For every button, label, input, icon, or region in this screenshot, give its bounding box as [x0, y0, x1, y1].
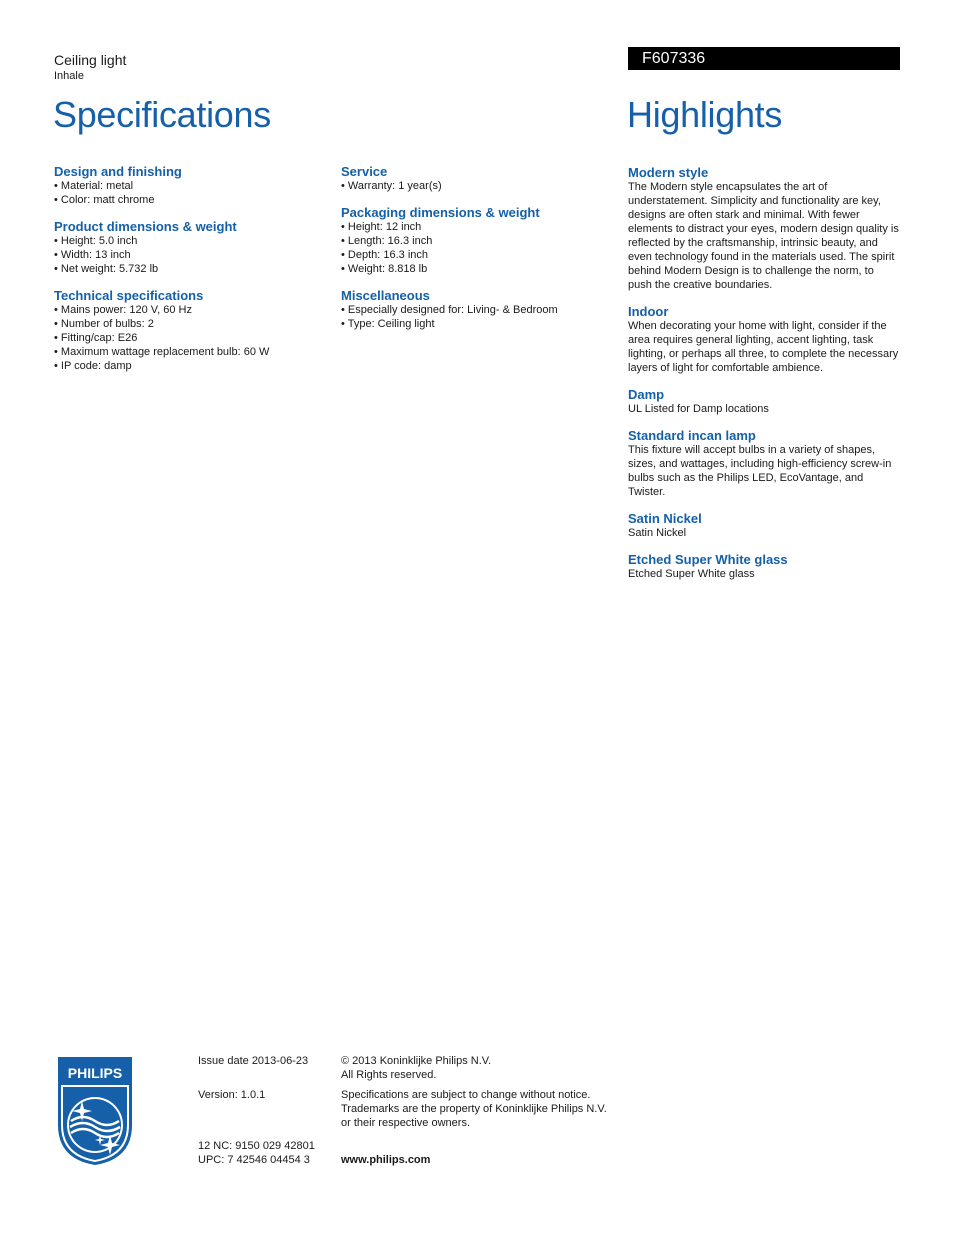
spec-item: • Color: matt chrome [54, 193, 324, 207]
version: Version: 1.0.1 [198, 1089, 266, 1101]
spec-column-1 [54, 164, 324, 385]
spec-item: • Height: 12 inch [341, 220, 611, 234]
spec-item: • Length: 16.3 inch [341, 234, 611, 248]
highlight-section [628, 511, 903, 540]
highlight-title: Etched Super White glass [628, 552, 788, 567]
spec-section [54, 288, 324, 373]
spec-item: • Especially designed for: Living- & Bedroom [341, 303, 611, 317]
copyright-line: © 2013 Koninklijke Philips N.V. [341, 1055, 492, 1067]
spec-item: • Width: 13 inch [54, 248, 324, 262]
spec-item: • Fitting/cap: E26 [54, 331, 324, 345]
spec-column-2 [341, 164, 611, 343]
product-name: Ceiling light [54, 52, 127, 68]
highlight-text: The Modern style encapsulates the art of understatement. Simplicity and functionality are key, designs are often stark and minimal. With fewer elements to distract your eyes, modern design quality is reflected by the craftsmanship, intrinsic beauty, and even technology found in the materials used. The spirit behind Modern Design is to challenge the norm, to push the creative boundaries. [628, 181, 899, 291]
spec-section-title: Product dimensions & weight [54, 219, 237, 234]
rights-line: All Rights reserved. [341, 1069, 437, 1081]
spec-item: • Warranty: 1 year(s) [341, 179, 611, 193]
spec-item: • Net weight: 5.732 lb [54, 262, 324, 276]
highlight-title: Satin Nickel [628, 511, 702, 526]
issue-date: Issue date 2013-06-23 [198, 1055, 309, 1067]
spec-section-title: Technical specifications [54, 288, 204, 303]
upc-code: UPC: 7 42546 04454 3 [198, 1154, 310, 1166]
highlight-title: Indoor [628, 304, 669, 319]
philips-logo [54, 1055, 136, 1167]
highlight-text: Etched Super White glass [628, 568, 755, 580]
highlight-title: Damp [628, 387, 665, 402]
highlights-column [628, 165, 903, 593]
spec-section [341, 288, 611, 331]
copyright-block [341, 1054, 491, 1082]
highlight-section [628, 165, 903, 292]
nc-code: 12 NC: 9150 029 42801 [198, 1140, 315, 1152]
spec-item: • Number of bulbs: 2 [54, 317, 324, 331]
product-code-bar: F607336 [628, 47, 900, 70]
notice-line: Trademarks are the property of Koninklijke Philips N.V. [341, 1103, 607, 1115]
website-link[interactable]: www.philips.com [341, 1154, 431, 1166]
spec-section [54, 219, 324, 276]
highlight-title: Modern style [628, 165, 709, 180]
spec-item: • IP code: damp [54, 359, 324, 373]
philips-logo-wordmark: PHILIPS [67, 1065, 123, 1081]
spec-item: • Weight: 8.818 lb [341, 262, 611, 276]
spec-item: • Material: metal [54, 179, 324, 193]
spec-item: • Maximum wattage replacement bulb: 60 W [54, 345, 324, 359]
spec-section-title: Packaging dimensions & weight [341, 205, 540, 220]
notice-block [341, 1088, 607, 1130]
highlight-section [628, 387, 903, 416]
product-subtitle: Inhale [54, 70, 84, 82]
highlights-title: Highlights [627, 94, 783, 135]
spec-section-title: Design and finishing [54, 164, 182, 179]
spec-item: • Height: 5.0 inch [54, 234, 324, 248]
spec-section [54, 164, 324, 207]
spec-item: • Depth: 16.3 inch [341, 248, 611, 262]
spec-section [341, 205, 611, 276]
highlight-section [628, 552, 903, 581]
highlight-text: This fixture will accept bulbs in a variety of shapes, sizes, and wattages, including high-efficiency screw-in bulbs such as the Philips LED, EcoVantage, and Twister. [628, 444, 892, 498]
highlight-text: Satin Nickel [628, 527, 687, 539]
spec-item: • Type: Ceiling light [341, 317, 611, 331]
notice-line: Specifications are subject to change without notice. [341, 1089, 591, 1101]
highlight-text: UL Listed for Damp locations [628, 403, 769, 415]
spec-section [341, 164, 611, 193]
notice-line: or their respective owners. [341, 1117, 470, 1129]
spec-section-title: Miscellaneous [341, 288, 430, 303]
highlight-section [628, 304, 903, 375]
highlight-section [628, 428, 903, 499]
specifications-title: Specifications [53, 94, 271, 135]
highlight-text: When decorating your home with light, consider if the area requires general lighting, accent lighting, task lighting, or perhaps all three, to complete the necessary layers of light for comfortable ambience. [628, 320, 899, 374]
highlight-title: Standard incan lamp [628, 428, 756, 443]
spec-item: • Mains power: 120 V, 60 Hz [54, 303, 324, 317]
spec-section-title: Service [341, 164, 388, 179]
